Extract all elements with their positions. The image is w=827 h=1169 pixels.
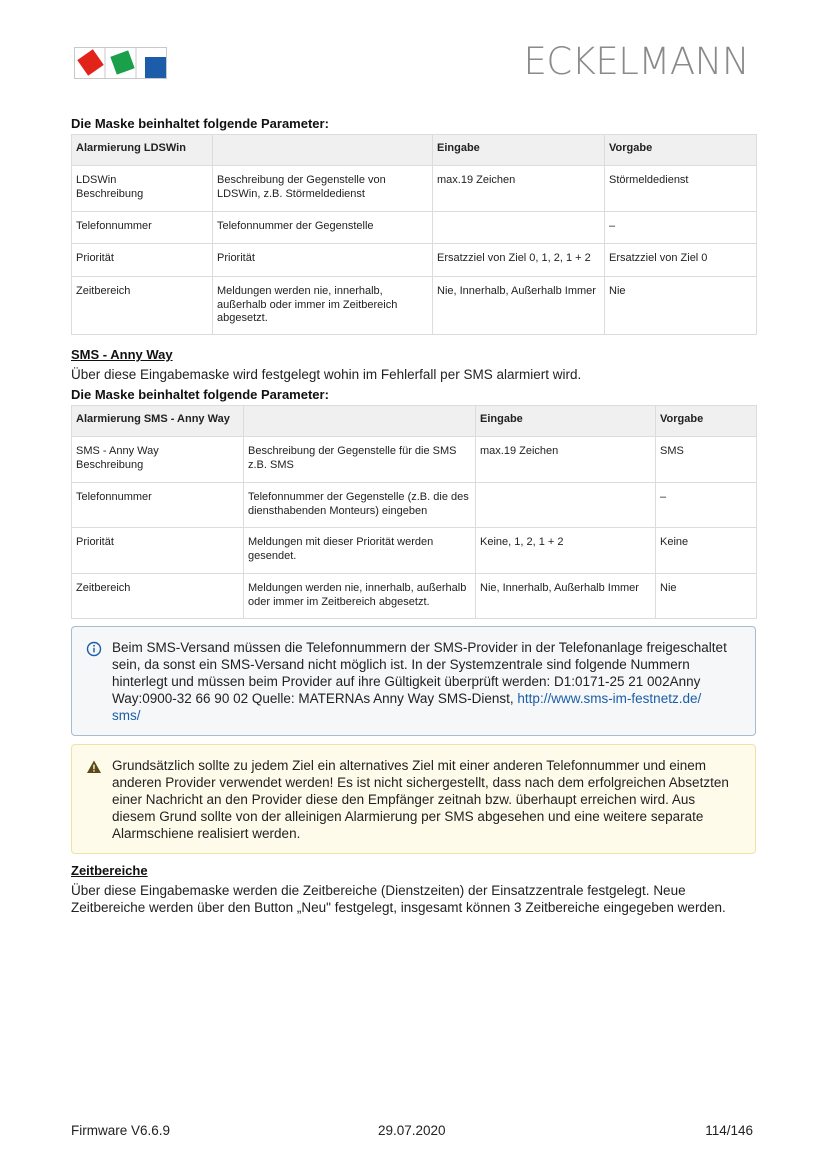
logo-red-square [77, 49, 103, 75]
column-header: Vorgabe [605, 135, 757, 166]
column-header: Alarmierung SMS - Anny Way [72, 406, 244, 437]
warning-icon [86, 759, 102, 775]
table-cell: Priorität [72, 244, 213, 277]
table-row [72, 166, 757, 212]
table-row [72, 483, 757, 528]
sms-params-table [71, 405, 757, 619]
table-cell: Ersatzziel von Ziel 0, 1, 2, 1 + 2 [433, 244, 605, 277]
ldswin-params-heading: Die Maske beinhaltet folgende Parameter: [71, 116, 329, 131]
warning-note-text: Grundsätzlich sollte zu jedem Ziel ein alternatives Ziel mit einer anderen Telefonnummer und einem anderen Provider verwendet werden! Es ist nicht sichergestellt, dass nach dem erfolgreichen Absetzten einer Nachricht an den Provider diese den Empfänger zeitnah bzw. überhaupt erreichen wird. Aus diesem Grund sollte von der alleinigen Alarmierung per SMS abgesehen und eine weitere separate Alarmschiene realisiert werden. [112, 758, 729, 841]
table-row [72, 574, 757, 619]
table-cell: Keine, 1, 2, 1 + 2 [476, 528, 656, 574]
table-cell: Meldungen mit dieser Priorität werden gesendet. [244, 528, 476, 574]
footer-date: 29.07.2020 [378, 1123, 446, 1138]
table-cell: SMS - Anny Way Beschreibung [72, 437, 244, 483]
footer-firmware-version: Firmware V6.6.9 [71, 1123, 171, 1138]
zeitbereiche-description: Über diese Eingabemaske werden die Zeitbereiche (Dienstzeiten) der Einsatzzentrale festgelegt. Neue Zeitbereiche werden über den Button „Neu" festgelegt, insgesamt können 3 Zeitbereiche eingegeben werden. [71, 883, 726, 915]
zeitbereiche-section-title: Zeitbereiche [71, 863, 148, 878]
sms-provider-link[interactable]: http://www.sms-im-festnetz.de/ sms/ [112, 691, 702, 723]
table-cell: Meldungen werden nie, innerhalb, außerhalb oder immer im Zeitbereich abgesetzt. [213, 277, 433, 335]
column-header [244, 406, 476, 437]
page-content [71, 116, 756, 916]
table-cell: Nie, Innerhalb, Außerhalb Immer [476, 574, 656, 619]
table-cell [476, 483, 656, 528]
table-cell: SMS [656, 437, 757, 483]
sms-section-description: Über diese Eingabemaske wird festgelegt wohin im Fehlerfall per SMS alarmiert wird. [71, 367, 582, 382]
table-cell: Nie [605, 277, 757, 335]
table-cell: Beschreibung der Gegenstelle von LDSWin, z.B. Störmeldedienst [213, 166, 433, 212]
column-header: Eingabe [476, 406, 656, 437]
sms-warning-note [71, 744, 756, 854]
ldswin-params-table [71, 134, 757, 335]
table-row [72, 277, 757, 335]
table-row [72, 437, 757, 483]
logo-green-square [110, 50, 134, 74]
table-header-row [72, 135, 757, 166]
table-cell: max.19 Zeichen [433, 166, 605, 212]
table-cell: max.19 Zeichen [476, 437, 656, 483]
sms-section-title: SMS - Anny Way [71, 347, 173, 362]
table-cell: Nie, Innerhalb, Außerhalb Immer [433, 277, 605, 335]
table-cell: Telefonnummer [72, 483, 244, 528]
info-icon [86, 641, 102, 657]
sms-params-heading: Die Maske beinhaltet folgende Parameter: [71, 387, 329, 402]
table-cell: Nie [656, 574, 757, 619]
table-cell: Störmeldedienst [605, 166, 757, 212]
column-header: Eingabe [433, 135, 605, 166]
table-cell: Ersatzziel von Ziel 0 [605, 244, 757, 277]
table-cell: Zeitbereich [72, 277, 213, 335]
info-note-text: Beim SMS-Versand müssen die Telefonnummern der SMS-Provider in der Telefonanlage freigeschaltet sein, da sonst ein SMS-Versand nicht möglich ist. In der Systemzentrale sind folgende Nummern hinterlegt und müssen beim Provider auf ihre Gültigkeit überprüft werden: D1:0171-25 21 002Anny Way:0900-32 66 90 02 Quelle: MATERNAs Anny Way SMS-Dienst, [112, 640, 727, 706]
table-row [72, 212, 757, 244]
table-cell: Priorität [213, 244, 433, 277]
table-cell: Telefonnummer der Gegenstelle (z.B. die des diensthabenden Monteurs) eingeben [244, 483, 476, 528]
table-cell: Meldungen werden nie, innerhalb, außerhalb oder immer im Zeitbereich abgesetzt. [244, 574, 476, 619]
table-cell: – [656, 483, 757, 528]
table-cell: Keine [656, 528, 757, 574]
page-footer [71, 1123, 756, 1139]
table-cell: Zeitbereich [72, 574, 244, 619]
table-row [72, 528, 757, 574]
column-header: Vorgabe [656, 406, 757, 437]
sms-info-note [71, 626, 756, 736]
table-cell: – [605, 212, 757, 244]
logo-blue-square [145, 57, 166, 78]
table-cell: Beschreibung der Gegenstelle für die SMS z.B. SMS [244, 437, 476, 483]
eckelmann-logo-text: ECKELMANN [523, 40, 749, 83]
table-row [72, 244, 757, 277]
eckelmann-logo-mark [74, 47, 167, 79]
table-header-row [72, 406, 757, 437]
table-cell: Priorität [72, 528, 244, 574]
column-header [213, 135, 433, 166]
footer-page-number: 114/146 [705, 1123, 753, 1138]
table-cell: Telefonnummer der Gegenstelle [213, 212, 433, 244]
table-cell: Telefonnummer [72, 212, 213, 244]
table-cell [433, 212, 605, 244]
table-cell: LDSWin Beschreibung [72, 166, 213, 212]
column-header: Alarmierung LDSWin [72, 135, 213, 166]
